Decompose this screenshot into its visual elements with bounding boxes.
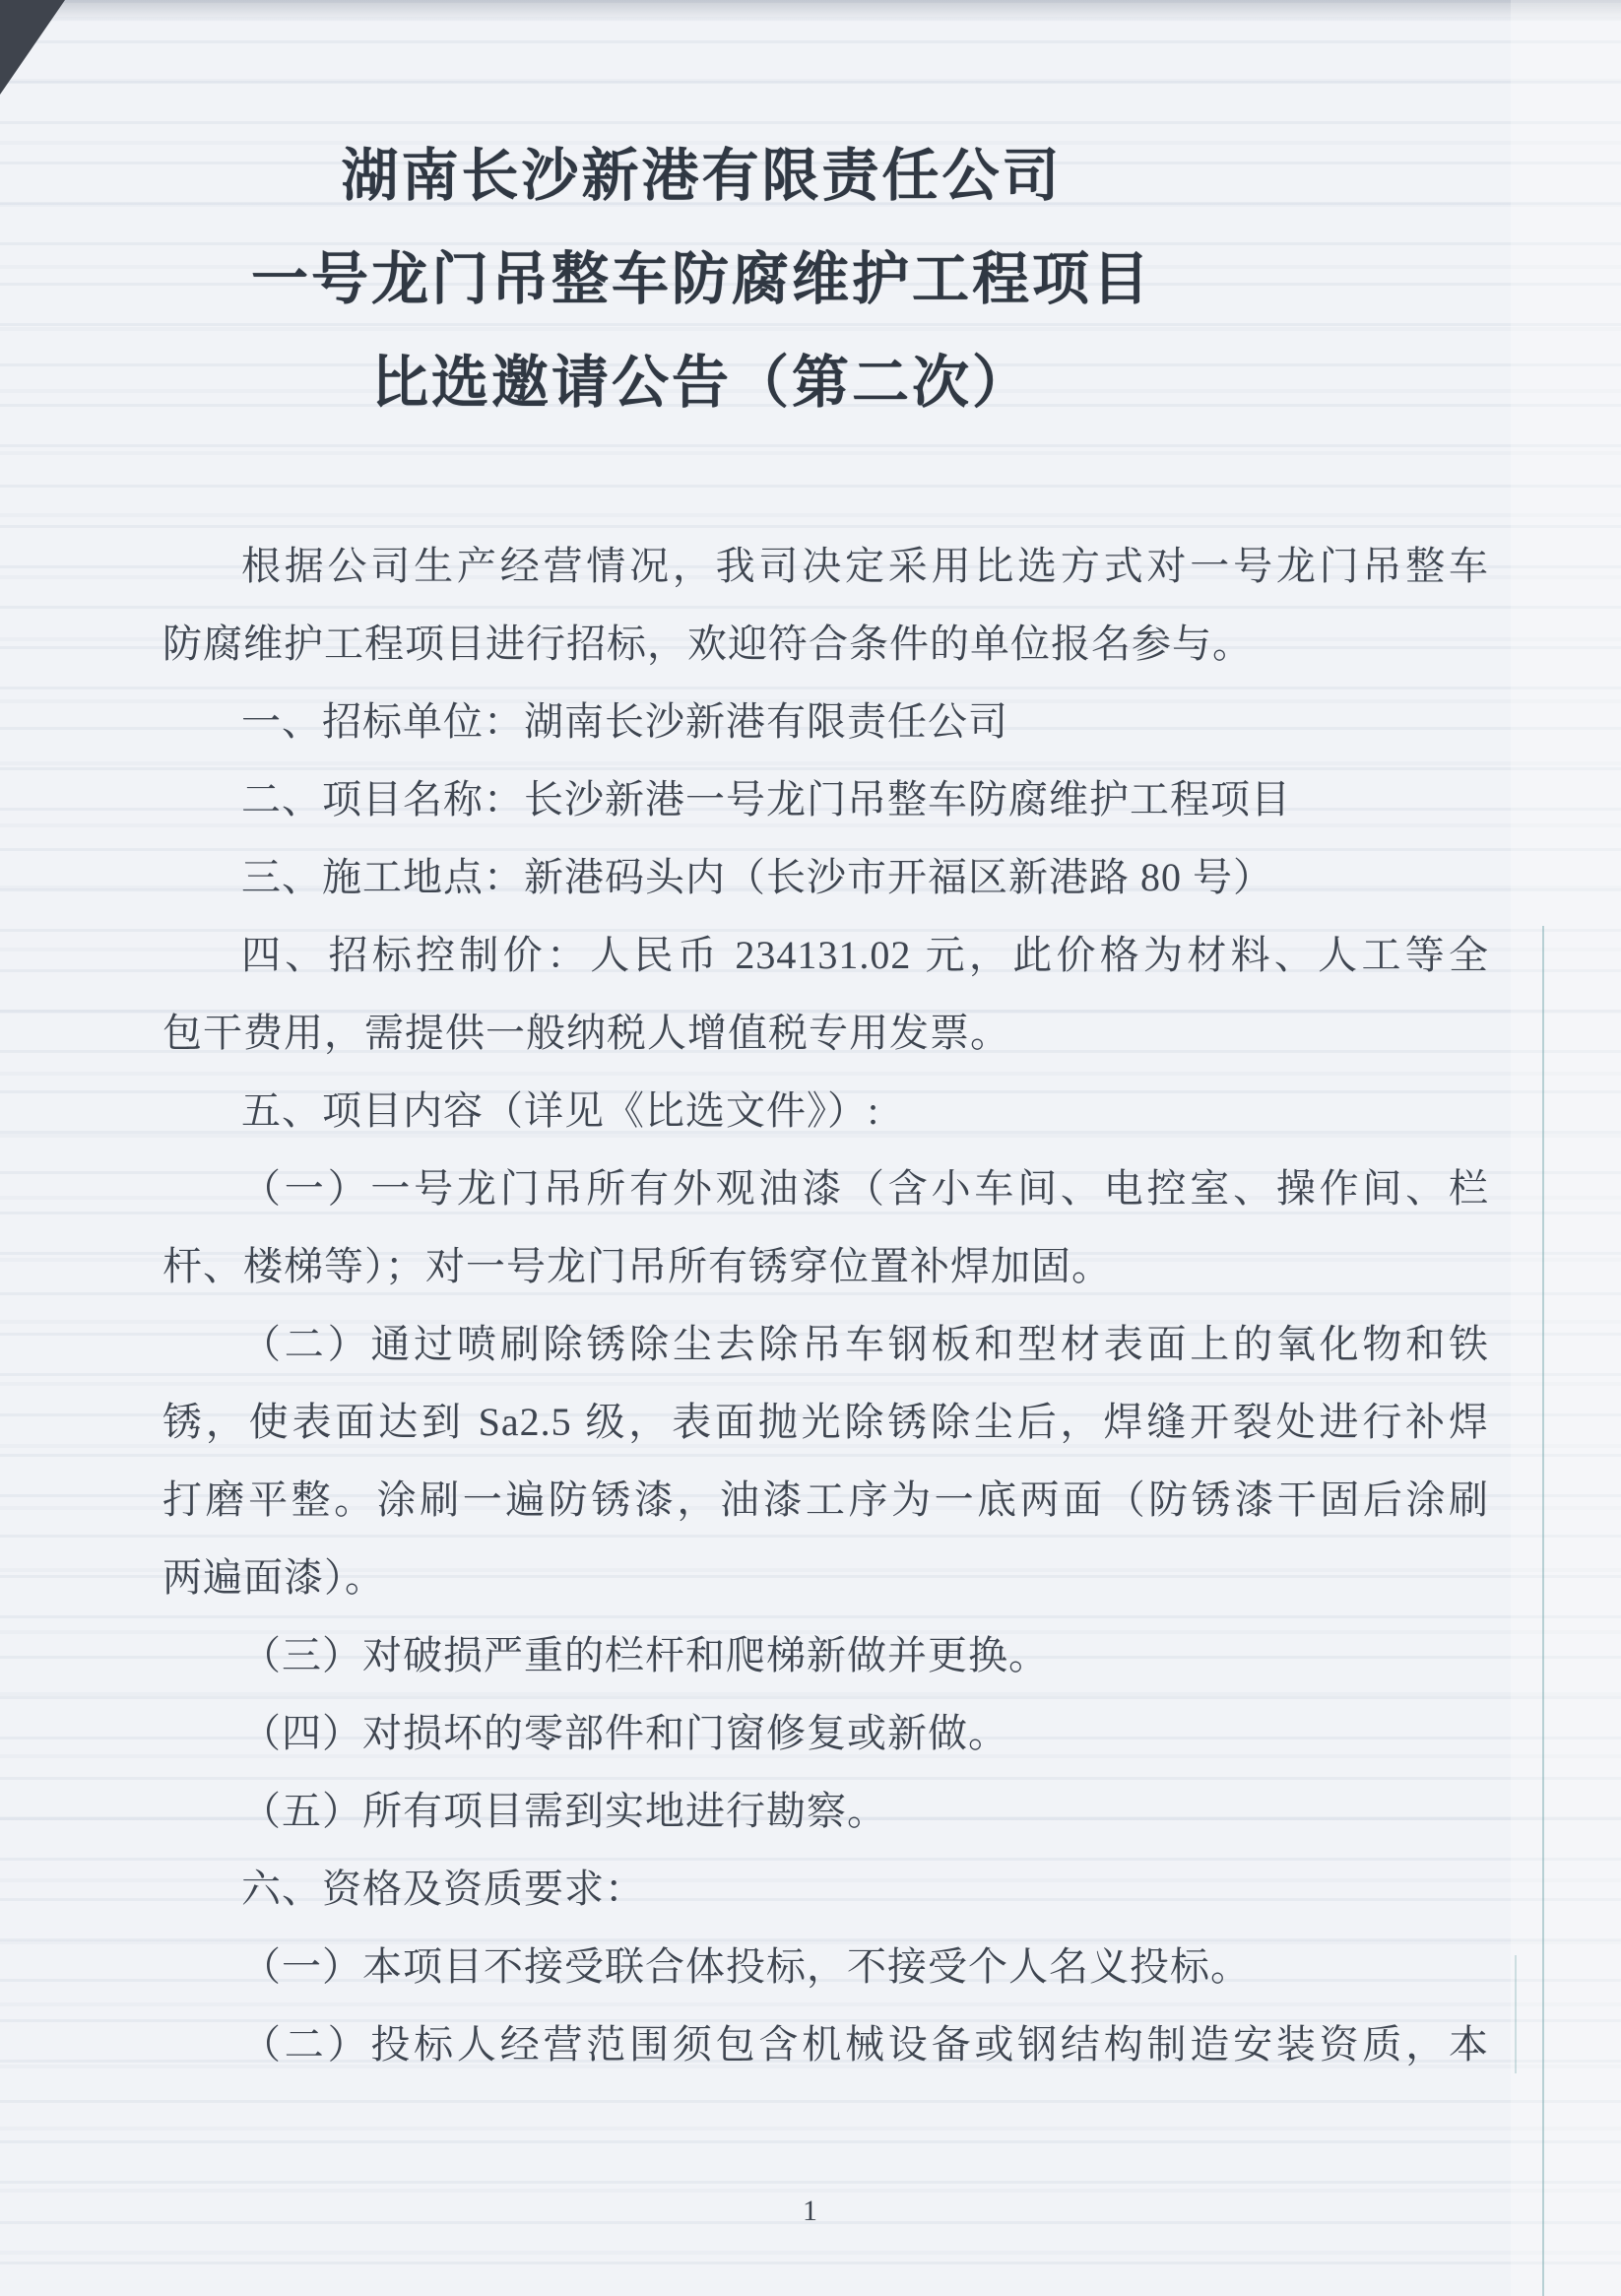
body-line: 四、招标控制价：人民币 234131.02 元，此价格为材料、人工等全 xyxy=(241,933,1489,977)
body-line: 六、资格及资质要求： xyxy=(241,1867,645,1911)
body-line: 锈，使表面达到 Sa2.5 级，表面抛光除锈除尘后，焊缝开裂处进行补焊 xyxy=(162,1400,1489,1444)
body-line: （三）对破损严重的栏杆和爬梯新做并更换。 xyxy=(241,1633,1049,1677)
body-line: （五）所有项目需到实地进行勘察。 xyxy=(241,1789,887,1833)
title-line-company: 湖南长沙新港有限责任公司 xyxy=(341,144,1063,208)
body-line: （四）对损坏的零部件和门窗修复或新做。 xyxy=(241,1711,1008,1755)
body-line: 包干费用，需提供一般纳税人增值税专用发票。 xyxy=(162,1011,1010,1055)
body-line: （一）本项目不接受联合体投标，不接受个人名义投标。 xyxy=(241,1944,1251,1989)
body-line: 两遍面漆）。 xyxy=(162,1555,385,1600)
scan-line-artifact xyxy=(1542,926,1544,2296)
scan-corner-artifact xyxy=(0,0,65,95)
body-line: 二、项目名称：长沙新港一号龙门吊整车防腐维护工程项目 xyxy=(241,777,1291,821)
body-line: 杆、楼梯等）；对一号龙门吊所有锈穿位置补焊加固。 xyxy=(162,1244,1112,1288)
body-line: 五、项目内容（详见《比选文件》）: xyxy=(241,1088,880,1133)
body-line: 三、施工地点：新港码头内（长沙市开福区新港路 80 号） xyxy=(241,855,1273,899)
document-title xyxy=(94,124,1310,434)
page-number: 1 xyxy=(803,2195,817,2227)
title-line-announcement: 比选邀请公告（第二次） xyxy=(370,351,1032,415)
body-line: 一、招标单位：湖南长沙新港有限责任公司 xyxy=(241,699,1008,744)
scan-line-artifact xyxy=(1515,1955,1517,2073)
body-line: （一）一号龙门吊所有外观油漆（含小车间、电控室、操作间、栏 xyxy=(241,1166,1489,1211)
body-line: 根据公司生产经营情况，我司决定采用比选方式对一号龙门吊整车 xyxy=(241,544,1489,588)
body-line: （二）投标人经营范围须包含机械设备或钢结构制造安装资质，本 xyxy=(241,2022,1489,2066)
body-line: 打磨平整。涂刷一遍防锈漆，油漆工序为一底两面（防锈漆干固后涂刷 xyxy=(162,1477,1489,1522)
body-line: （二）通过喷刷除锈除尘去除吊车钢板和型材表面上的氧化物和铁 xyxy=(241,1322,1489,1366)
scan-top-shadow-artifact xyxy=(0,0,1621,22)
title-line-project: 一号龙门吊整车防腐维护工程项目 xyxy=(250,247,1152,311)
scan-right-edge xyxy=(1511,0,1621,2296)
document-body xyxy=(162,527,1489,2083)
body-line: 防腐维护工程项目进行招标，欢迎符合条件的单位报名参与。 xyxy=(162,622,1253,666)
